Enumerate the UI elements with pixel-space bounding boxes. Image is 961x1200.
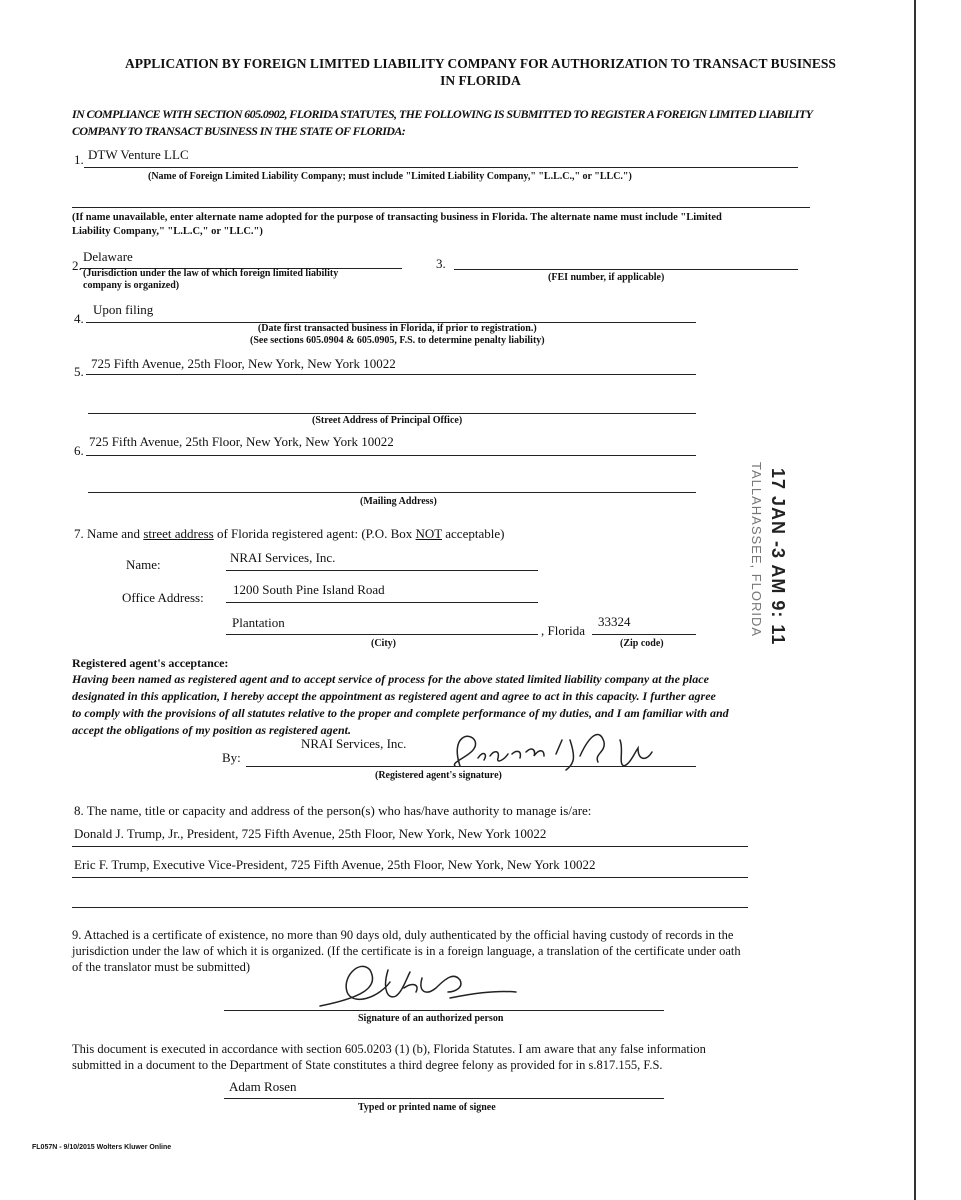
manager-2-line [72, 877, 748, 878]
llc-name-value: DTW Venture LLC [88, 147, 189, 162]
item6-number: 6. [74, 443, 84, 458]
execution-statement [72, 1041, 706, 1073]
principal-office-value: 725 Fifth Avenue, 25th Floor, New York, New York 10022 [91, 356, 396, 371]
authorized-signature-caption: Signature of an authorized person [358, 1013, 504, 1024]
agent-zip-line [592, 634, 696, 635]
jurisdiction-caption [83, 268, 338, 292]
item3-number: 3. [436, 256, 446, 271]
registered-agent-heading-underlined: street address [143, 526, 214, 541]
authorized-signature-image [300, 958, 530, 1016]
agent-zip-value: 33324 [598, 614, 631, 629]
execution-line2: submitted in a document to the Department of State constitutes a third degree felony as provided for in s.817.155, F.S. [72, 1058, 663, 1072]
filing-stamp-date: 17 JAN -3 AM 9: 11 [768, 468, 788, 646]
llc-name-caption: (Name of Foreign Limited Liability Company; must include "Limited Liability Company," "L.L.C.," or "LLC.") [148, 171, 632, 182]
certificate-line3: of the translator must be submitted) [72, 960, 251, 974]
mailing-address-value: 725 Fifth Avenue, 25th Floor, New York, New York 10022 [89, 434, 394, 449]
agent-signature-image [430, 726, 690, 776]
signee-name-value: Adam Rosen [229, 1079, 297, 1094]
agent-city-value: Plantation [232, 615, 285, 630]
manager-1-line [72, 846, 748, 847]
fei-number-caption: (FEI number, if applicable) [548, 272, 665, 283]
managers-heading: 8. The name, title or capacity and address of the person(s) who has/have authority to manage is/are: [74, 803, 592, 818]
form-title-line1: APPLICATION BY FOREIGN LIMITED LIABILITY COMPANY FOR AUTHORIZATION TO TRANSACT BUSINESS [125, 56, 836, 71]
acceptance-line2: designated in this application, I hereby accept the appointment as registered agent and agree to act in this capacity. I further agree [72, 689, 716, 703]
by-label: By: [222, 750, 241, 765]
zip-caption: (Zip code) [620, 638, 664, 649]
manager-1-value: Donald J. Trump, Jr., President, 725 Fifth Avenue, 25th Floor, New York, New York 10022 [74, 826, 547, 841]
intro-line2: COMPANY TO TRANSACT BUSINESS IN THE STATE OF FLORIDA: [72, 124, 406, 138]
acceptance-heading: Registered agent's acceptance: [72, 656, 229, 670]
manager-3-line [72, 907, 748, 908]
city-caption: (City) [371, 638, 396, 649]
llc-name-line [84, 167, 798, 168]
fei-number-line [454, 269, 798, 270]
signee-name-line [224, 1098, 664, 1099]
principal-office-caption: (Street Address of Principal Office) [312, 415, 463, 426]
mailing-address-line2 [88, 492, 696, 493]
agent-city-line [226, 634, 538, 635]
certificate-line1: 9. Attached is a certificate of existence, no more than 90 days old, duly authenticated by the official having custody of records in the [72, 928, 734, 942]
filing-stamp [728, 448, 878, 658]
first-business-date-caption [250, 323, 545, 347]
registered-agent-heading-not: NOT [415, 526, 443, 541]
alternate-name-note-line2: Liability Company," "L.L.C," or "LLC.") [72, 226, 263, 237]
item1-number: 1. [74, 152, 84, 167]
item2-number: 2. [72, 258, 82, 273]
principal-office-line2 [88, 413, 696, 414]
mailing-address-line1 [86, 455, 696, 456]
principal-office-line1 [86, 374, 696, 375]
first-business-date-value: Upon filing [93, 302, 154, 317]
agent-name-line [226, 570, 538, 571]
agent-name-label: Name: [126, 557, 161, 572]
acceptance-line3: to comply with the provisions of all statutes relative to the proper and complete performance of my duties, and I am familiar with and [72, 706, 729, 720]
form-title-line2: IN FLORIDA [440, 73, 521, 88]
jurisdiction-value: Delaware [83, 249, 133, 264]
intro-line1: IN COMPLIANCE WITH SECTION 605.0902, FLORIDA STATUTES, THE FOLLOWING IS SUBMITTED TO REGISTER A FOREIGN LIMITED LIABILITY [72, 107, 813, 121]
item4-number: 4. [74, 311, 84, 326]
jurisdiction-caption-line2: company is organized) [83, 280, 180, 291]
signee-name-caption: Typed or printed name of signee [358, 1102, 496, 1113]
registered-agent-heading [74, 526, 504, 542]
acceptance-line1: Having been named as registered agent and to accept service of process for the above stated limited liability company at the place [72, 672, 709, 686]
agent-signing-entity: NRAI Services, Inc. [301, 736, 407, 751]
page-margin-rule [914, 0, 916, 1200]
agent-name-value: NRAI Services, Inc. [230, 550, 336, 565]
intro-statement [72, 106, 812, 140]
first-business-date-caption-line1: (Date first transacted business in Florida, if prior to registration.) [257, 323, 537, 334]
manager-2-value: Eric F. Trump, Executive Vice-President, 725 Fifth Avenue, 25th Floor, New York, New York 10022 [74, 857, 596, 872]
florida-label: , Florida [541, 623, 586, 638]
registered-agent-heading-prefix: 7. Name and [74, 526, 144, 541]
registered-agent-heading-suffix: acceptable) [442, 526, 505, 541]
mailing-address-caption: (Mailing Address) [360, 496, 437, 507]
acceptance-line4: accept the obligations of my position as registered agent. [72, 723, 351, 737]
filing-stamp-office: TALLAHASSEE, FLORIDA [749, 462, 764, 638]
form-footer-code: FL057N - 9/10/2015 Wolters Kluwer Online [32, 1144, 172, 1151]
agent-office-label: Office Address: [122, 590, 204, 605]
item5-number: 5. [74, 364, 84, 379]
first-business-date-caption-line2: (See sections 605.0904 & 605.0905, F.S. to determine penalty liability) [250, 335, 545, 346]
execution-line1: This document is executed in accordance with section 605.0203 (1) (b), Florida Statutes. I am aware that any false information [72, 1042, 706, 1056]
jurisdiction-caption-line1: (Jurisdiction under the law of which foreign limited liability [83, 268, 339, 279]
alternate-name-note [72, 211, 722, 239]
authorized-signature-line [224, 1010, 664, 1011]
alternate-name-line [72, 207, 810, 208]
alternate-name-note-line1: (If name unavailable, enter alternate name adopted for the purpose of transacting business in Florida. The alternate name must include "Limited [72, 212, 722, 223]
agent-office-value: 1200 South Pine Island Road [233, 582, 385, 597]
agent-office-line [226, 602, 538, 603]
agent-signature-caption: (Registered agent's signature) [375, 770, 502, 781]
certificate-line2: jurisdiction under the law of which it is organized. (If the certificate is in a foreign language, a translation of the certificate under oath [72, 944, 741, 958]
form-title [0, 55, 961, 89]
registered-agent-heading-mid: of Florida registered agent: (P.O. Box [213, 526, 416, 541]
